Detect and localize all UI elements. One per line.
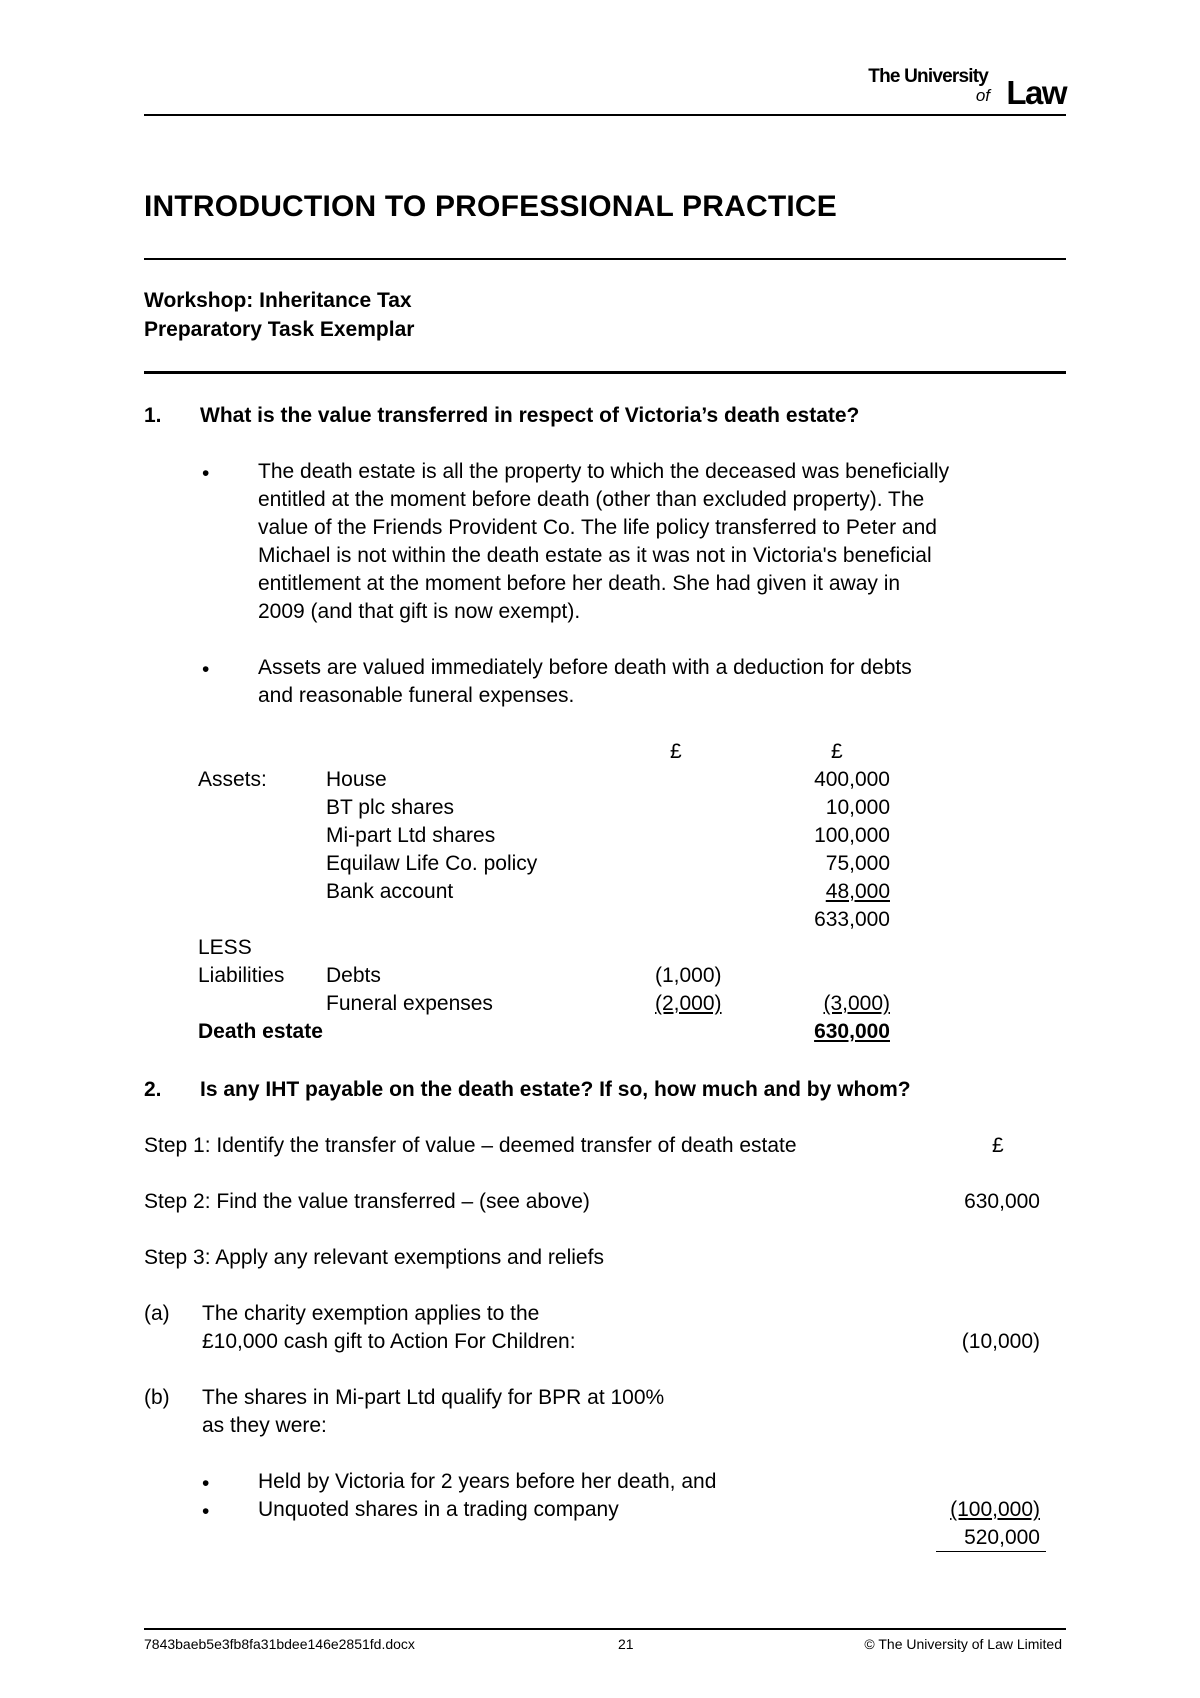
q1-para1-line5: entitlement at the moment before her death. She had given it away in xyxy=(258,572,901,595)
liabilities-total: (3,000) xyxy=(823,992,890,1015)
header-rule xyxy=(144,114,1066,116)
q1-para2-line2: and reasonable funeral expenses. xyxy=(258,684,575,707)
item-a-line2: £10,000 cash gift to Action For Children: xyxy=(202,1330,576,1353)
asset-value: 48,000 xyxy=(825,880,890,903)
subtitle-rule xyxy=(144,371,1066,374)
item-b-line1: The shares in Mi-part Ltd qualify for BPR at 100% xyxy=(202,1386,665,1409)
item-a-label: (a) xyxy=(144,1302,170,1325)
q1-question: What is the value transferred in respect of Victoria’s death estate? xyxy=(200,404,860,427)
q1-para1-line2: entitled at the moment before death (other than excluded property). The xyxy=(258,488,925,511)
step2-text: Step 2: Find the value transferred – (see above) xyxy=(144,1190,590,1213)
asset-item: Bank account xyxy=(326,880,454,903)
footer-rule xyxy=(144,1628,1066,1630)
workshop-title: Workshop: Inheritance Tax xyxy=(144,289,412,312)
death-estate-label: Death estate xyxy=(198,1020,323,1043)
step2-value: 630,000 xyxy=(964,1190,1040,1213)
asset-item: Mi-part Ltd shares xyxy=(326,824,496,847)
balance-value: 520,000 xyxy=(964,1526,1040,1549)
asset-value: 100,000 xyxy=(814,824,890,847)
liabilities-label: Liabilities xyxy=(198,964,285,987)
q2-number: 2. xyxy=(144,1078,162,1101)
death-estate-value: 630,000 xyxy=(814,1020,890,1043)
less-label: LESS xyxy=(198,936,252,959)
asset-value: 75,000 xyxy=(825,852,890,875)
q1-bullet-1: • xyxy=(202,462,210,485)
balance-underline xyxy=(936,1551,1046,1552)
q1-para1-line1: The death estate is all the property to which the deceased was beneficially xyxy=(258,460,950,483)
q1-para1-line3: value of the Friends Provident Co. The life policy transferred to Peter and xyxy=(258,516,937,539)
logo-text-of: of xyxy=(975,86,990,105)
item-b-line2: as they were: xyxy=(202,1414,327,1437)
item-a-value: (10,000) xyxy=(961,1330,1040,1353)
logo-text-university: The University xyxy=(868,66,988,87)
liability-value: (2,000) xyxy=(655,992,722,1015)
currency-header-2: £ xyxy=(831,740,843,763)
asset-value: 10,000 xyxy=(825,796,890,819)
liability-value: (1,000) xyxy=(655,964,722,987)
item-b-label: (b) xyxy=(144,1386,170,1409)
page-title: INTRODUCTION TO PROFESSIONAL PRACTICE xyxy=(144,190,837,223)
asset-item: Equilaw Life Co. policy xyxy=(326,852,538,875)
q1-para2-line1: Assets are valued immediately before death with a deduction for debts xyxy=(258,656,912,679)
logo-text-law: Law xyxy=(1006,74,1066,111)
footer-page-number: 21 xyxy=(618,1636,634,1652)
footer-copyright: © The University of Law Limited xyxy=(864,1636,1062,1652)
currency-header-1: £ xyxy=(670,740,682,763)
item-b-bullet-1: • xyxy=(202,1472,210,1495)
item-b-value: (100,000) xyxy=(950,1498,1040,1521)
step3-text: Step 3: Apply any relevant exemptions and reliefs xyxy=(144,1246,604,1269)
university-logo xyxy=(856,66,1066,111)
step1-text: Step 1: Identify the transfer of value – deemed transfer of death estate xyxy=(144,1134,797,1157)
asset-item: BT plc shares xyxy=(326,796,454,819)
q2-question: Is any IHT payable on the death estate? If so, how much and by whom? xyxy=(200,1078,911,1101)
liability-item: Funeral expenses xyxy=(326,992,493,1015)
asset-item: House xyxy=(326,768,387,791)
item-b-bullet1-text: Held by Victoria for 2 years before her death, and xyxy=(258,1470,717,1493)
footer-filename: 7843baeb5e3fb8fa31bdee146e2851fd.docx xyxy=(144,1636,415,1652)
task-title: Preparatory Task Exemplar xyxy=(144,318,415,341)
q1-para1-line6: 2009 (and that gift is now exempt). xyxy=(258,600,581,623)
q1-bullet-2: • xyxy=(202,658,210,681)
item-b-bullet-2: • xyxy=(202,1500,210,1523)
assets-total: 633,000 xyxy=(814,908,890,931)
q1-para1-line4: Michael is not within the death estate as it was not in Victoria's beneficial xyxy=(258,544,932,567)
q1-number: 1. xyxy=(144,404,162,427)
liability-item: Debts xyxy=(326,964,381,987)
item-a-line1: The charity exemption applies to the xyxy=(202,1302,540,1325)
assets-label: Assets: xyxy=(198,768,267,791)
item-b-bullet2-text: Unquoted shares in a trading company xyxy=(258,1498,619,1521)
title-rule xyxy=(144,258,1066,260)
step1-currency: £ xyxy=(992,1134,1004,1157)
asset-value: 400,000 xyxy=(814,768,890,791)
